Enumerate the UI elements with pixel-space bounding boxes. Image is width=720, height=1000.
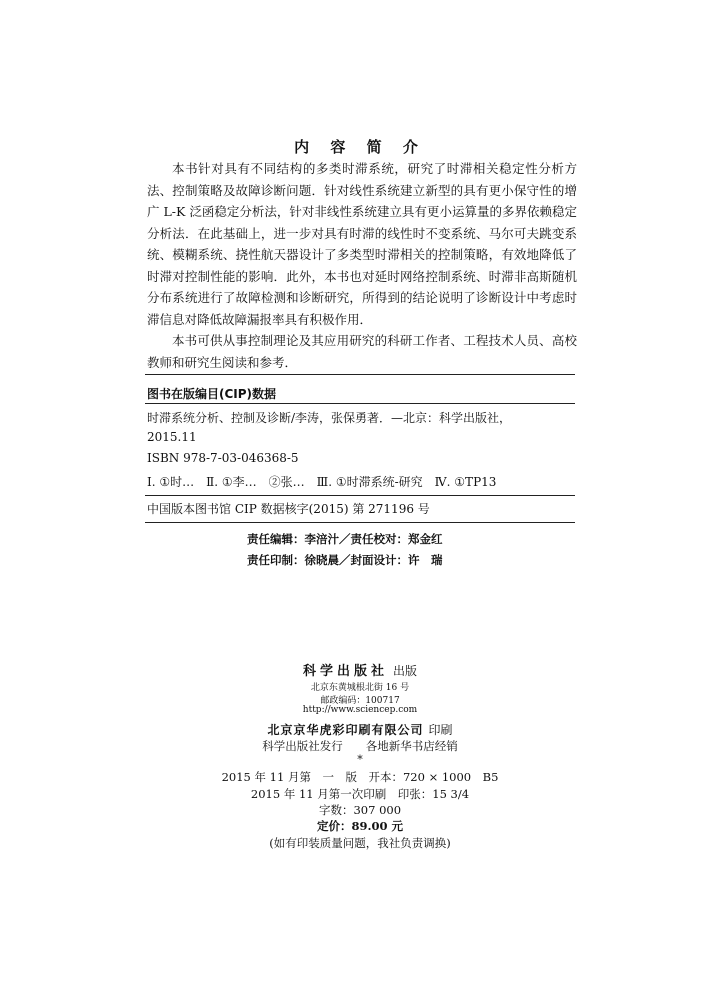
divider-cip-end: [145, 522, 575, 523]
intro-paragraph-2: 本书可供从事控制理论及其应用研究的科研工作者、工程技术人员、高校教师和研究生阅读和参考．: [147, 333, 577, 370]
staff-line-2: 责任印制：徐晓晨／封面设计：许 瑞: [247, 553, 443, 567]
printer-name: 北京京华虎彩印刷有限公司: [267, 723, 424, 737]
divider-classification: [145, 495, 575, 496]
cip-verify: 中国版本图书馆 CIP 数据核字(2015) 第 271196 号: [147, 502, 430, 516]
distribution-line: 科学出版社发行 各地新华书店经销: [262, 739, 458, 753]
price: 定价：89.00 元: [316, 819, 403, 833]
publisher-line: [0, 660, 720, 679]
cip-isbn: ISBN 978-7-03-046368-5: [147, 451, 299, 465]
intro-paragraph-1: 本书针对具有不同结构的多类时滞系统，研究了时滞相关稳定性分析方法、控制策略及故障诊断问题．针对线性系统建立新型的具有更小保守性的增广 L-K 泛函稳定分析法，针对非线性系统建立具有更小运算量的多界依赖稳定分析法．在此基础上，进一步对具有时滞的线性时不变系统、马尔可夫跳变系统、模糊系统、挠性航天器设计了多类型时滞相关的控制策略，有效地降低了时滞对控制性能的影响．此外，本书也对延时网络控制系统、时滞非高斯随机分布系统进行了故障检测和诊断研究，所得到的结论说明了诊断设计中考虑时滞信息对降低故障漏报率具有积极作用．: [147, 161, 577, 327]
printer-suffix: 印刷: [428, 723, 453, 737]
publisher-name: 科学出版社: [302, 664, 388, 679]
separator-star: *: [357, 753, 363, 766]
printer-line: [0, 719, 720, 738]
cip-title-line: 时滞系统分析、控制及诊断/李涛，张保勇著．—北京：科学出版社，: [147, 411, 512, 425]
quality-note: (如有印装质量问题，我社负责调换): [269, 836, 451, 850]
cip-year-line: 2015.11: [147, 430, 197, 444]
divider-top: [145, 374, 575, 375]
divider-cip: [145, 403, 575, 404]
page-title: 内 容 简 介: [294, 138, 426, 156]
word-count: 字数：307 000: [318, 803, 402, 817]
intro-text: [147, 158, 577, 373]
staff-line-1: 责任编辑：李涪汁／责任校对：郑金红: [247, 532, 443, 546]
publisher-postcode: 邮政编码：100717: [320, 696, 400, 706]
publisher-website: http://www.sciencep.com: [302, 705, 418, 715]
cip-classification: Ⅰ. ①时… Ⅱ. ①李… ②张… Ⅲ. ①时滞系统-研究 Ⅳ. ①TP13: [147, 475, 497, 489]
publisher-address: 北京东黄城根北街 16 号: [310, 683, 410, 693]
printing-line: 2015 年 11 月第一次印刷 印张：15 3/4: [250, 787, 470, 801]
edition-line: 2015 年 11 月第 一 版 开本：720 × 1000 B5: [221, 770, 499, 784]
cip-heading: 图书在版编目(CIP)数据: [147, 387, 277, 401]
publisher-suffix: 出版: [393, 664, 418, 678]
